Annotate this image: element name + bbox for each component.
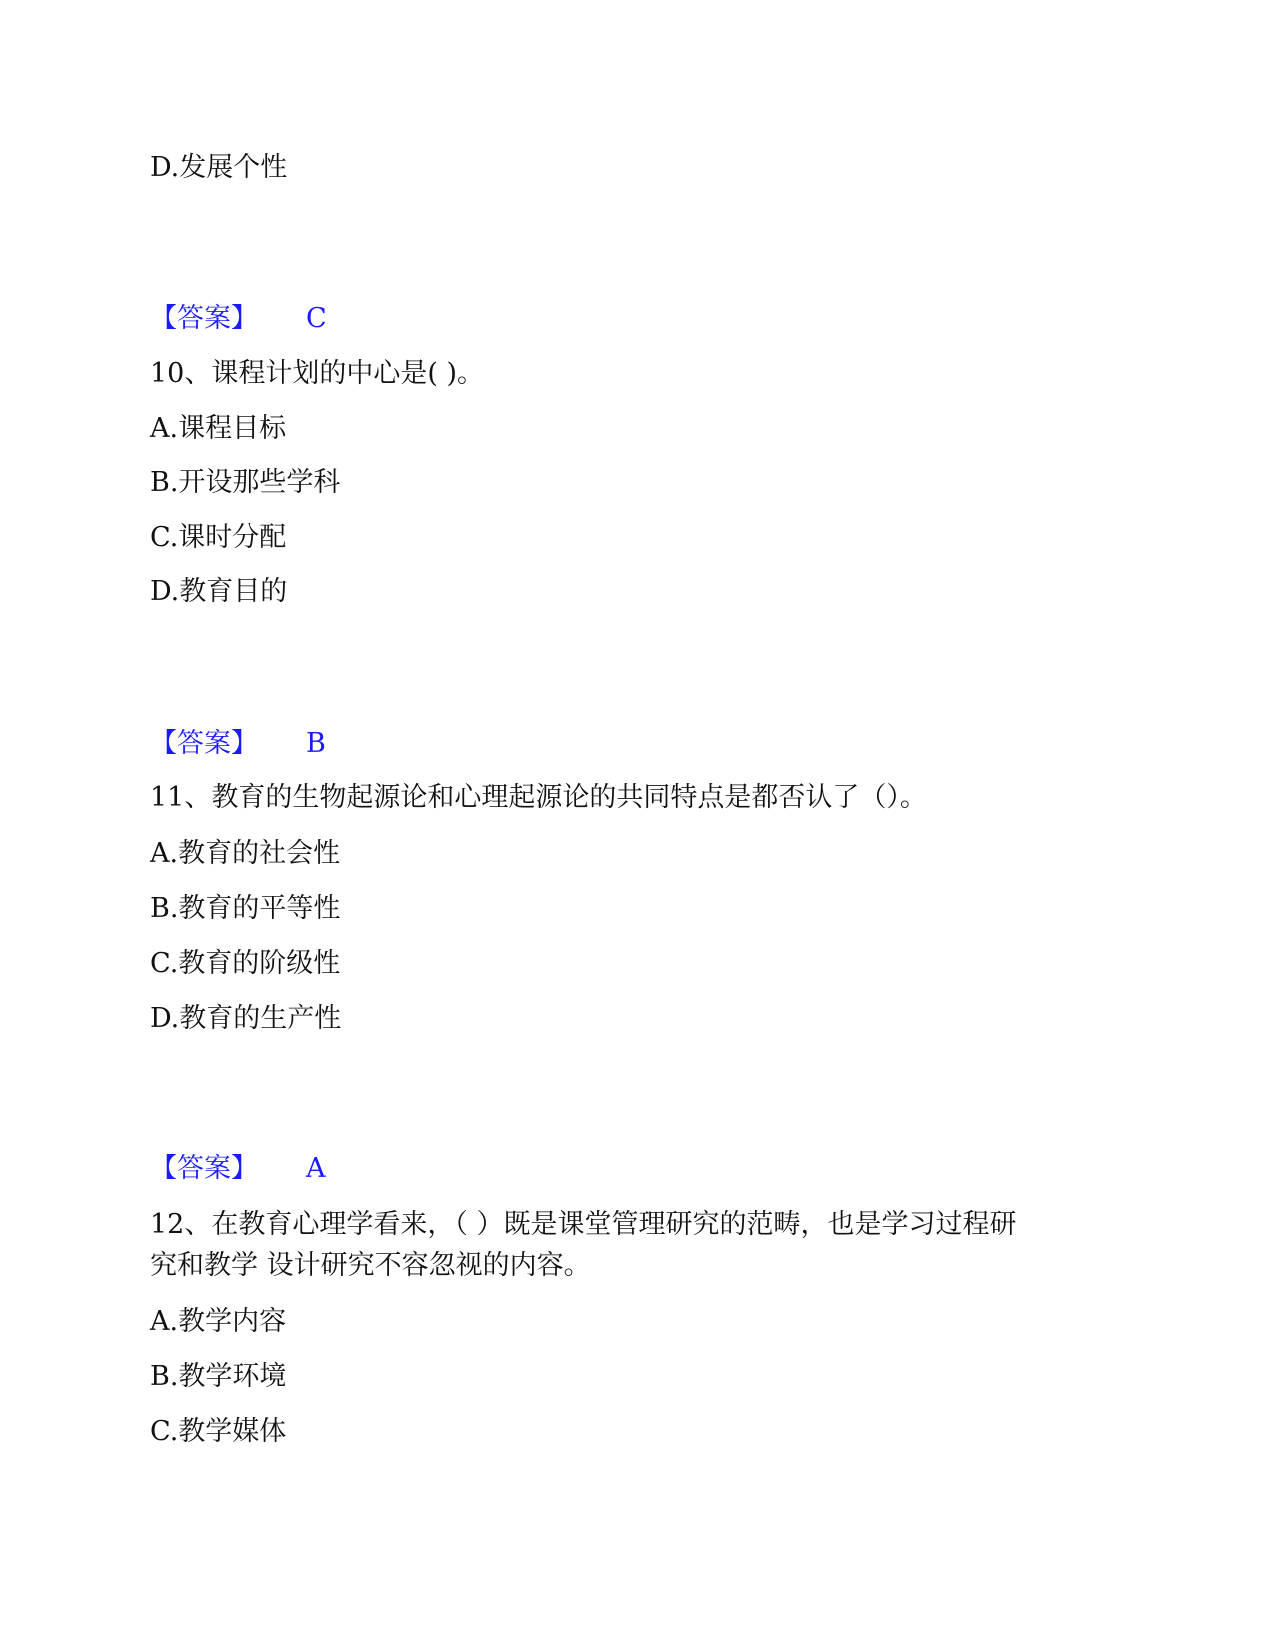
q10-stem: 10、课程计划的中心是( )。 [150, 358, 485, 389]
q11-option-b: B.教育的平等性 [150, 893, 341, 924]
q12-option-b: B.教学环境 [150, 1361, 287, 1392]
answer-label: 【答案】 [150, 1153, 258, 1184]
q11-answer [150, 1149, 326, 1189]
answer-value: C [306, 303, 327, 334]
q11-stem: 11、教育的生物起源论和心理起源论的共同特点是都否认了（）。 [150, 782, 927, 813]
q12-option-a: A.教学内容 [150, 1306, 287, 1337]
q10-option-d: D.教育目的 [150, 576, 288, 607]
q11-option-c: C.教育的阶级性 [150, 948, 341, 979]
q11-option-d: D.教育的生产性 [150, 1003, 342, 1034]
q10-answer [150, 724, 326, 764]
q10-option-c: C.课时分配 [150, 522, 287, 553]
q9-answer [150, 299, 327, 339]
answer-label: 【答案】 [150, 303, 258, 334]
q10-option-a: A.课程目标 [150, 413, 287, 444]
q12-stem-line-1: 12、在教育心理学看来，（ ）既是课堂管理研究的范畴，也是学习过程研 [150, 1209, 1017, 1240]
q9-option-d: D.发展个性 [150, 152, 288, 183]
q11-option-a: A.教育的社会性 [150, 838, 341, 869]
q10-option-b: B.开设那些学科 [150, 467, 341, 498]
q12-option-c: C.教学媒体 [150, 1416, 287, 1447]
q12-stem-line-2: 究和教学 设计研究不容忽视的内容。 [150, 1250, 591, 1281]
answer-value: B [306, 728, 326, 759]
answer-label: 【答案】 [150, 728, 258, 759]
answer-value: A [306, 1153, 326, 1184]
